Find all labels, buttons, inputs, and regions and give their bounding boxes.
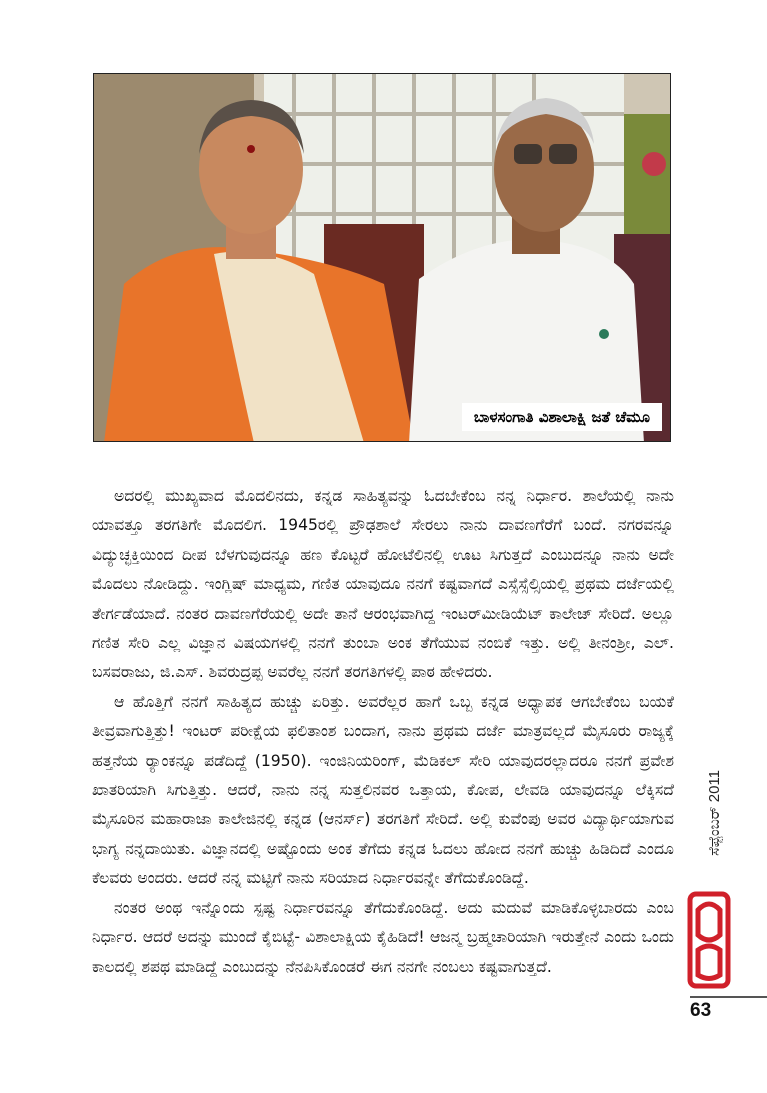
couple-photo-illustration bbox=[94, 74, 671, 442]
couple-photo bbox=[93, 73, 671, 442]
magazine-logo bbox=[686, 890, 732, 990]
page-rule bbox=[690, 996, 767, 998]
issue-date: ಸೆಪ್ಟೆಂಬರ್ 2011 bbox=[706, 770, 723, 856]
paragraph: ಅದರಲ್ಲಿ ಮುಖ್ಯವಾದ ಮೊದಲಿನದು, ಕನ್ನಡ ಸಾಹಿತ್ಯವನ್ನು ಓದಬೇಕೆಂಬ ನನ್ನ ನಿರ್ಧಾರ. ಶಾಲೆಯಲ್ಲಿ ನಾನು ಯಾವತ್ತೂ ತರಗತಿಗೇ ಮೊದಲಿಗ. 1945ರಲ್ಲಿ ಪ್ರೌಢಶಾಲೆ ಸೇರಲು ನಾನು ದಾವಣಗೆರೆಗೆ ಬಂದೆ. ನಗರವನ್ನೂ ವಿದ್ಯುಚ್ಛಕ್ತಿಯಿಂದ ದೀಪ ಬೆಳಗುವುದನ್ನೂ ಹಣ ಕೊಟ್ಟರೆ ಹೋಟೆಲಿನಲ್ಲಿ ಊಟ ಸಿಗುತ್ತದೆ ಎಂಬುದನ್ನೂ ನಾನು ಅದೇ ಮೊದಲು ನೋಡಿದ್ದು. ಇಂಗ್ಲಿಷ್ ಮಾಧ್ಯಮ, ಗಣಿತ ಯಾವುದೂ ನನಗೆ ಕಷ್ಟವಾಗದೆ ಎಸ್ಸೆಸ್ಸೆಲ್ಸಿಯಲ್ಲಿ ಪ್ರಥಮ ದರ್ಜೆಯಲ್ಲಿ ತೇರ್ಗಡೆಯಾದೆ. ನಂತರ ದಾವಣಗೆರೆಯಲ್ಲಿ ಅದೇ ತಾನೆ ಆರಂಭವಾಗಿದ್ದ ಇಂಟರ್‌ಮೀಡಿಯೆಟ್ ಕಾಲೇಜ್ ಸೇರಿದೆ. ಅಲ್ಲೂ ಗಣಿತ ಸೇರಿ ಎಲ್ಲ ವಿಜ್ಞಾನ ವಿಷಯಗಳಲ್ಲಿ ನನಗೆ ತುಂಬಾ ಅಂಕ ತೆಗೆಯುವ ನಂಬಿಕೆ ಇತ್ತು. ಅಲ್ಲಿ ತೀನಂಶ್ರೀ, ಎಲ್. ಬಸವರಾಜು, ಜಿ.ಎಸ್. ಶಿವರುದ್ರಪ್ಪ ಅವರೆಲ್ಲ ನನಗೆ ತರಗತಿಗಳಲ್ಲಿ ಪಾಠ ಹೇಳಿದರು. bbox=[92, 487, 674, 682]
paragraph: ಆ ಹೊತ್ತಿಗೆ ನನಗೆ ಸಾಹಿತ್ಯದ ಹುಚ್ಚು ಏರಿತ್ತು. ಅವರೆಲ್ಲರ ಹಾಗೆ ಒಬ್ಬ ಕನ್ನಡ ಅಧ್ಯಾಪಕ ಆಗಬೇಕೆಂಬ ಬಯಕೆ ತೀವ್ರವಾಗುತ್ತಿತ್ತು! ಇಂಟರ್ ಪರೀಕ್ಷೆಯ ಫಲಿತಾಂಶ ಬಂದಾಗ, ನಾನು ಪ್ರಥಮ ದರ್ಜೆ ಮಾತ್ರವಲ್ಲದೆ ಮೈಸೂರು ರಾಜ್ಯಕ್ಕೆ ಹತ್ತನೆಯ ರ‍್ಯಾಂಕನ್ನೂ ಪಡೆದಿದ್ದೆ (1950). ಇಂಜಿನಿಯರಿಂಗ್, ಮೆಡಿಕಲ್ ಸೇರಿ ಯಾವುದರಲ್ಲಾದರೂ ನನಗೆ ಪ್ರವೇಶ ಖಾತರಿಯಾಗಿ ಸಿಗುತ್ತಿತ್ತು. ಆದರೆ, ನಾನು ನನ್ನ ಸುತ್ತಲಿನವರ ಒತ್ತಾಯ, ಕೋಪ, ಲೇವಡಿ ಯಾವುದನ್ನೂ ಲೆಕ್ಕಿಸದೆ ಮೈಸೂರಿನ ಮಹಾರಾಜಾ ಕಾಲೇಜಿನಲ್ಲಿ ಕನ್ನಡ (ಆನರ್ಸ್) ತರಗತಿಗೆ ಸೇರಿದೆ. ಅಲ್ಲಿ ಕುವೆಂಪು ಅವರ ವಿದ್ಯಾರ್ಥಿಯಾಗುವ ಭಾಗ್ಯ ನನ್ನದಾಯಿತು. ವಿಜ್ಞಾನದಲ್ಲಿ ಅಷ್ಟೊಂದು ಅಂಕ ತೆಗೆದು ಕನ್ನಡ ಓದಲು ಹೋದ ನನಗೆ ಹುಚ್ಚು ಹಿಡಿದಿದೆ ಎಂದೂ ಕೆಲವರು ಅಂದರು. ಆದರೆ ನನ್ನ ಮಟ್ಟಿಗೆ ನಾನು ಸರಿಯಾದ ನಿರ್ಧಾರವನ್ನೇ ತೆಗೆದುಕೊಂಡಿದ್ದೆ. bbox=[92, 692, 674, 888]
magazine-sidebar bbox=[684, 770, 740, 1000]
paragraph: ನಂತರ ಅಂಥ ಇನ್ನೊಂದು ಸ್ಪಷ್ಟ ನಿರ್ಧಾರವನ್ನೂ ತೆಗೆದುಕೊಂಡಿದ್ದೆ. ಅದು ಮದುವೆ ಮಾಡಿಕೊಳ್ಳಬಾರದು ಎಂಬ ನಿರ್ಧಾರ. ಆದರೆ ಅದನ್ನು ಮುಂದೆ ಕೈಬಿಟ್ಟೆ- ವಿಶಾಲಾಕ್ಷಿಯ ಕೈಹಿಡಿದೆ! ಆಜನ್ಮ ಬ್ರಹ್ಮಚಾರಿಯಾಗಿ ಇರುತ್ತೇನೆ ಎಂದು ಒಂದು ಕಾಲದಲ್ಲಿ ಶಪಥ ಮಾಡಿದ್ದೆ ಎಂಬುದನ್ನು ನೆನಪಿಸಿಕೊಂಡರೆ ಈಗ ನನಗೇ ನಂಬಲು ಕಷ್ಟವಾಗುತ್ತದೆ. bbox=[92, 898, 674, 976]
photo-caption: ಬಾಳಸಂಗಾತಿ ವಿಶಾಲಾಕ್ಷಿ ಜತೆ ಚೆಮೂ bbox=[462, 403, 662, 431]
article-body bbox=[92, 482, 674, 982]
page-number: 63 bbox=[690, 1000, 712, 1021]
